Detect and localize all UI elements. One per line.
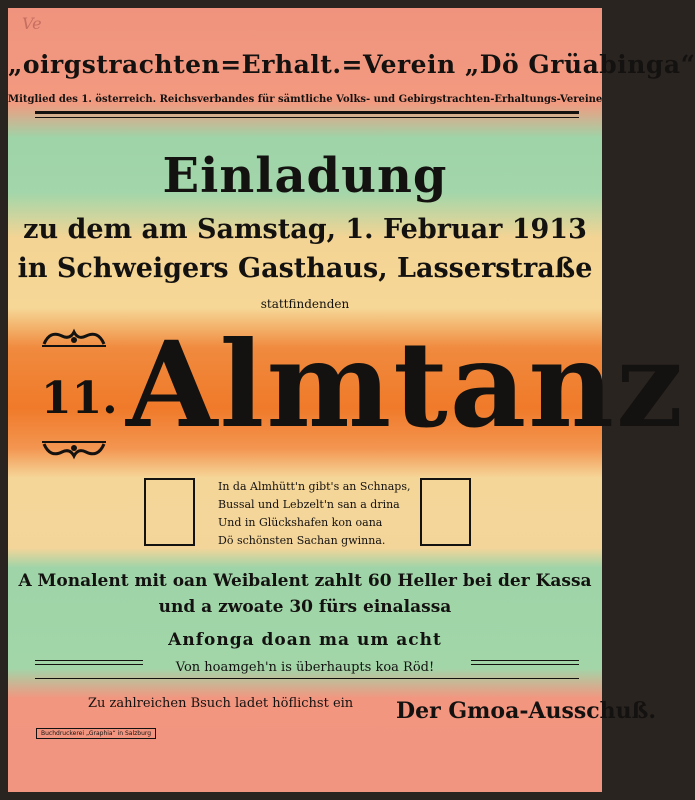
poster — [8, 8, 695, 792]
corner-stamp: Ve — [22, 14, 42, 33]
invitation-text: Zu zahlreichen Bsuch ladet höflichst ein — [88, 696, 354, 711]
von-hoamgehn-text: Von hoamgeh'n is überhaupts koa Röd! — [175, 660, 435, 675]
top-rule-thick — [35, 111, 579, 114]
venue-line: in Schweigers Gasthaus, Lasserstraße — [17, 253, 593, 284]
einladung-title: Einladung — [162, 148, 448, 204]
date-line: zu dem am Samstag, 1. Februar 1913 — [23, 214, 587, 245]
committee-signature: Der Gmoa-Ausschuß. — [396, 698, 657, 724]
verse-line: Und in Glückshafen kon oana — [218, 516, 383, 529]
verse-line: Bussal und Lebzelt'n san a drina — [218, 498, 400, 511]
ornament-top-icon — [40, 326, 108, 348]
start-time-line: Anfonga doan ma um acht — [168, 630, 442, 650]
printer-imprint: Buchdruckerei „Graphia“ in Salzburg — [36, 728, 156, 739]
von-rule-right-bottom — [471, 664, 579, 665]
edition-number: 11. — [41, 373, 118, 424]
picture-frame-right — [420, 478, 471, 546]
price-line-1: A Monalent mit oan Weibalent zahlt 60 Heller bei der Kassa — [18, 571, 592, 591]
stattfindenden-text: stattfindenden — [260, 297, 350, 311]
bottom-rule — [35, 678, 579, 679]
picture-frame-left — [144, 478, 195, 546]
verse-line: Dö schönsten Sachan gwinna. — [218, 534, 386, 547]
verein-heading: „oirgstrachten=Erhalt.=Verein „Dö Grüabinga“ — [8, 50, 695, 79]
price-line-2: und a zwoate 30 fürs einalassa — [158, 597, 452, 617]
mitglied-subheading: Mitglied des 1. österreich. Reichsverbandes für sämtliche Volks- und Gebirgstrachten-Erhaltungs-Vereine — [8, 94, 603, 105]
top-rule-thin — [35, 117, 579, 118]
von-rule-right-top — [471, 660, 579, 661]
almtanz-title: Almtanz — [126, 315, 686, 454]
ornament-bottom-icon — [40, 440, 108, 462]
verse-line: In da Almhütt'n gibt's an Schnaps, — [218, 480, 411, 493]
